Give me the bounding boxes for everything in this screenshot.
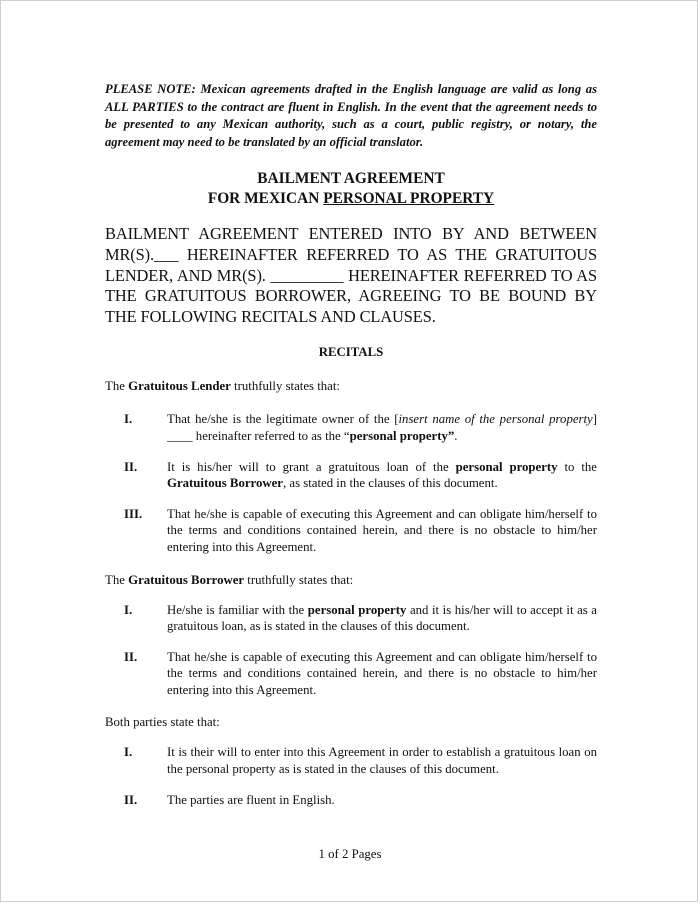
title-line-2-prefix: FOR MEXICAN — [207, 190, 324, 208]
item-number: I. — [124, 602, 133, 617]
item-text-bold: personal property — [455, 459, 558, 474]
lender-items — [105, 411, 597, 555]
borrower-items — [105, 602, 597, 699]
item-text: That he/she is capable of executing this Agreement and can obligate him/herself to the terms and conditions contained herein, and there is no obstacle to him/her entering into this Agreement. — [167, 506, 597, 554]
borrower-intro-post: truthfully states that: — [244, 572, 354, 587]
translation-notice: PLEASE NOTE: Mexican agreements drafted in the English language are valid as long as ALL PARTIES to the contract are fluent in English. In the event that the agreement needs to be presented to any Mexican authority, such as a court, public registry, or notary, the agreement may need to be translated by an official translator. — [105, 82, 597, 149]
item-text-bold: personal property — [307, 602, 407, 617]
page-number: 1 of 2 Pages — [318, 847, 382, 861]
item-text: . — [454, 428, 458, 443]
list-item — [105, 792, 597, 809]
list-item — [105, 744, 597, 777]
document-body — [105, 81, 597, 808]
lender-intro-bold: Gratuitous Lender — [128, 379, 231, 394]
lender-intro-post: truthfully states that: — [230, 379, 340, 394]
list-item — [105, 506, 597, 556]
item-number: II. — [124, 459, 138, 474]
item-text: to the — [557, 459, 597, 474]
item-text-italic: insert name of the personal property — [398, 412, 593, 427]
both-parties-items — [105, 744, 597, 808]
item-text-bold: Gratuitous Borrower — [167, 476, 283, 491]
item-text: ] ____ hereinafter referred to as the “ — [167, 412, 598, 443]
borrower-intro — [105, 572, 597, 588]
item-text: The parties are fluent in English. — [167, 792, 335, 807]
item-text: It is their will to enter into this Agreement in order to establish a gratuitous loan on the personal property as is stated in the clauses of this document. — [167, 745, 597, 777]
lender-intro — [105, 378, 597, 394]
list-item — [105, 649, 597, 699]
item-number: I. — [124, 412, 133, 427]
both-parties-intro: Both parties state that: — [105, 715, 220, 730]
lender-intro-pre: The — [105, 379, 129, 394]
title-underlined: PERSONAL PROPERTY — [323, 190, 495, 208]
item-text: and it is his/her will to accept it as a gratuitous loan, as is stated in the clauses of this document. — [167, 602, 597, 634]
borrower-intro-pre: The — [105, 572, 129, 587]
recitals-heading: RECITALS — [318, 345, 384, 360]
item-text: , as stated in the clauses of this document. — [282, 476, 498, 491]
title-line-2 — [105, 189, 597, 209]
list-item — [105, 459, 597, 492]
list-item — [105, 411, 597, 444]
item-number: III. — [124, 506, 143, 521]
item-number: I. — [124, 745, 133, 760]
borrower-intro-bold: Gratuitous Borrower — [128, 572, 245, 587]
item-number: II. — [124, 792, 138, 807]
list-item — [105, 602, 597, 635]
item-text: That he/she is the legitimate owner of the [ — [167, 412, 399, 427]
item-text: That he/she is capable of executing this Agreement and can obligate him/herself to the terms and conditions contained herein, and there is no obstacle to him/her entering into this Agreement. — [167, 649, 597, 697]
preamble: BAILMENT AGREEMENT ENTERED INTO BY AND BETWEEN MR(S).___ HEREINAFTER REFERRED TO AS THE GRATUITOUS LENDER, AND MR(S). _________ HEREINAFTER REFERRED TO AS THE GRATUITOUS BORROWER, AGREEING TO BE BOUND BY THE FOLLOWING RECITALS AND CLAUSES. — [105, 224, 597, 326]
item-text: He/she is familiar with the — [167, 602, 308, 617]
item-text: It is his/her will to grant a gratuitous loan of the — [167, 459, 456, 474]
document-title — [105, 169, 597, 209]
title-line-1: BAILMENT AGREEMENT — [257, 170, 445, 188]
item-text-bold: personal property” — [349, 428, 455, 443]
item-number: II. — [124, 649, 138, 664]
